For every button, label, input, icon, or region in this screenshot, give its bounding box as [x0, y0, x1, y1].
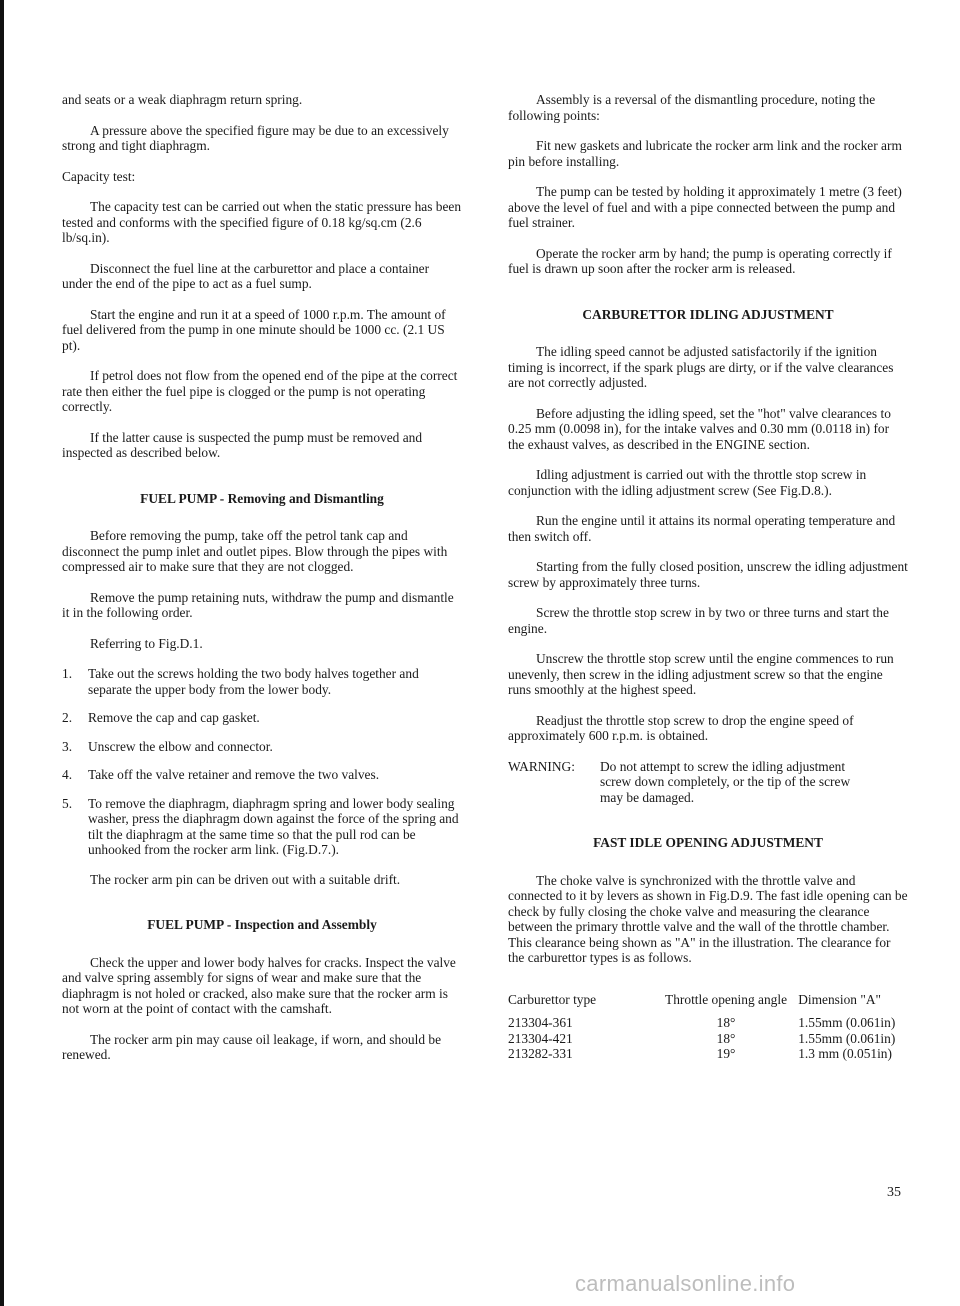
paragraph: and seats or a weak diaphragm return spring.	[62, 92, 303, 107]
table-cell: 1.55mm (0.061in)	[798, 1030, 896, 1046]
paragraph: Screw the throttle stop screw in by two or three turns and start the engine.	[508, 605, 889, 636]
step-number: 4.	[62, 767, 73, 782]
section-heading-inspection: FUEL PUMP - Inspection and Assembly	[147, 917, 377, 932]
table-cell: 18°	[716, 1015, 736, 1030]
list-item	[62, 767, 462, 783]
paragraph: Before removing the pump, take off the petrol tank cap and disconnect the pump inlet and outlet pipes. Blow through the pipes with compressed air to make sure that they are not clogged.	[62, 528, 448, 574]
watermark: carmanualsonline.info	[575, 1271, 796, 1296]
paragraph: If the latter cause is suspected the pump must be removed and inspected as described below.	[62, 429, 423, 460]
right-column	[508, 92, 908, 1062]
paragraph: Remove the pump retaining nuts, withdraw the pump and dismantle it in the following order.	[62, 589, 454, 620]
paragraph: Idling adjustment is carried out with the throttle stop screw in conjunction with the idling adjustment screw (See Fig.D.8.).	[508, 467, 867, 498]
warning-note	[508, 759, 908, 806]
table-cell: 18°	[716, 1030, 736, 1046]
paragraph: Before adjusting the idling speed, set the "hot" valve clearances to 0.25 mm (0.0098 in), for the intake valves and 0.30 mm (0.0118 in) for the exhaust valves, as described in the ENGINE section.	[508, 405, 891, 452]
paragraph: Starting from the fully closed position, unscrew the idling adjustment screw by approximately three turns.	[508, 559, 908, 590]
paragraph: Operate the rocker arm by hand; the pump is operating correctly if fuel is drawn up soon after the rocker arm is released.	[508, 245, 892, 276]
column-header: Dimension "A"	[798, 991, 881, 1007]
paragraph: Check the upper and lower body halves for cracks. Inspect the valve and valve spring assembly for signs of wear and make sure that the diaphragm is not holed or cracked, also make sure that the rocker arm is not worn at the point of contact with the camshaft.	[62, 954, 456, 1016]
list-item	[62, 796, 462, 858]
step-text: Take off the valve retainer and remove the two valves.	[88, 767, 380, 782]
table-row	[508, 1015, 908, 1031]
paragraph: The rocker arm pin may cause oil leakage, if worn, and should be renewed.	[62, 1031, 442, 1062]
list-item	[62, 666, 462, 697]
paragraph: Fit new gaskets and lubricate the rocker arm link and the rocker arm pin before installing.	[508, 138, 902, 169]
table-row	[508, 1031, 908, 1047]
paragraph: The choke valve is synchronized with the throttle valve and connected to it by levers as shown in Fig.D.9. The fast idle opening can be check by fully closing the choke valve and measuring the clearance between the primary throttle valve and the wall of the throttle chamber. This clearance being shown as "A" in the illustration. The clearance for the carburettor types is as follows.	[508, 872, 908, 965]
step-number: 5.	[62, 795, 73, 811]
paragraph: Start the engine and run it at a speed of 1000 r.p.m. The amount of fuel delivered from the pump in one minute should be 1000 cc. (2.1 US pt).	[62, 306, 446, 353]
page-edge-bar	[0, 0, 4, 1306]
list-item	[62, 710, 462, 726]
paragraph: Disconnect the fuel line at the carburettor and place a container under the end of the pipe to act as a fuel sump.	[62, 260, 430, 291]
step-text: Remove the cap and cap gasket.	[88, 710, 260, 725]
step-text: Unscrew the elbow and connector.	[88, 738, 273, 754]
table-cell: 19°	[716, 1046, 736, 1061]
section-heading-fast-idle: FAST IDLE OPENING ADJUSTMENT	[593, 835, 823, 850]
warning-text: Do not attempt to screw the idling adjustment screw down completely, or the tip of the screw may be damaged.	[600, 758, 851, 805]
table-header-row	[508, 992, 908, 1008]
section-heading-idling: CARBURETTOR IDLING ADJUSTMENT	[582, 306, 834, 322]
column-header: Carburettor type	[508, 991, 597, 1007]
carburettor-spec-table	[508, 992, 908, 1062]
table-cell: 213304-421	[508, 1030, 573, 1046]
step-text: To remove the diaphragm, diaphragm spring and lower body sealing washer, press the diaphragm down against the force of the spring and tilt the diaphragm at the same time so that the pull rod can be unhooked from the rocker arm link. (Fig.D.7.).	[88, 795, 459, 857]
table-cell: 213282-331	[508, 1046, 573, 1061]
section-heading-removing: FUEL PUMP - Removing and Dismantling	[140, 490, 384, 506]
paragraph: Run the engine until it attains its normal operating temperature and then switch off.	[508, 513, 896, 544]
step-text: Take out the screws holding the two body halves together and separate the upper body from the lower body.	[88, 666, 419, 697]
paragraph: The idling speed cannot be adjusted satisfactorily if the ignition timing is incorrect, if the spark plugs are dirty, or if the valve clearances are not correctly adjusted.	[508, 344, 894, 390]
dismantling-steps-list	[62, 666, 462, 858]
paragraph: If petrol does not flow from the opened end of the pipe at the correct rate then either the fuel pipe is clogged or the pump is not operating correctly.	[62, 368, 458, 414]
paragraph: The pump can be tested by holding it approximately 1 metre (3 feet) above the level of fuel and with a pipe connected between the pump and fuel strainer.	[508, 184, 902, 230]
table-cell: 1.3 mm (0.051in)	[798, 1046, 892, 1061]
list-item	[62, 739, 462, 755]
paragraph: A pressure above the specified figure may be due to an excessively strong and tight diaphragm.	[62, 122, 449, 153]
warning-label: WARNING:	[508, 758, 575, 774]
paragraph: Readjust the throttle stop screw to drop the engine speed of approximately 600 r.p.m. is obtained.	[508, 712, 854, 743]
left-column	[62, 92, 462, 1078]
table-cell: 213304-361	[508, 1015, 573, 1030]
paragraph: Unscrew the throttle stop screw until the engine commences to run unevenly, then screw in the idling adjustment screw so that the engine runs smoothly at the highest speed.	[508, 651, 894, 697]
paragraph: Assembly is a reversal of the dismantling procedure, noting the following points:	[508, 92, 876, 123]
page-number: 35	[887, 1185, 901, 1200]
column-header: Throttle opening angle	[665, 991, 788, 1007]
table-row	[508, 1046, 908, 1062]
paragraph: Referring to Fig.D.1.	[90, 635, 203, 651]
paragraph: The capacity test can be carried out when the static pressure has been tested and conforms with the specified figure of 0.18 kg/sq.cm (2.6 lb/sq.in).	[62, 199, 462, 245]
step-number: 3.	[62, 738, 73, 754]
table-cell: 1.55mm (0.061in)	[798, 1015, 896, 1030]
step-number: 1.	[62, 666, 73, 681]
paragraph: The rocker arm pin can be driven out with a suitable drift.	[90, 871, 401, 887]
step-number: 2.	[62, 710, 73, 725]
subheading-capacity-test: Capacity test:	[62, 168, 136, 184]
